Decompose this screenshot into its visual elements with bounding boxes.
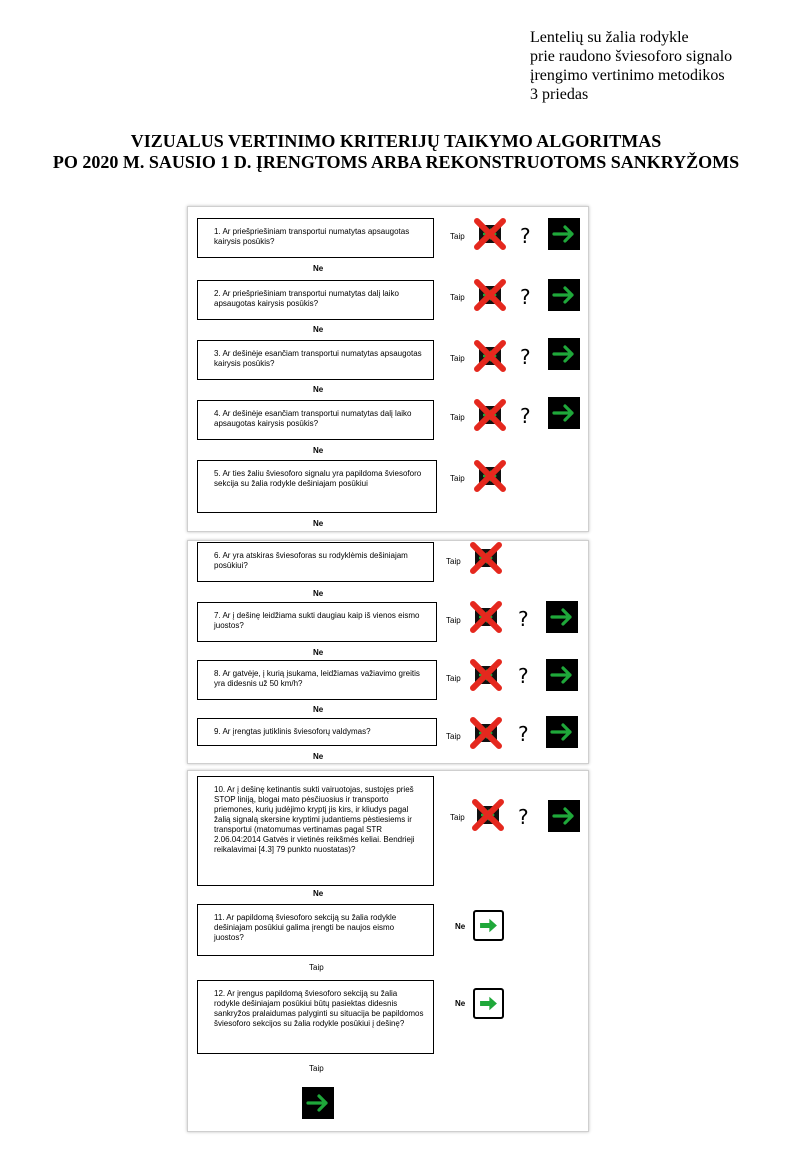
answer-label-taip: Taip [450, 293, 465, 302]
answer-label-ne: Ne [455, 999, 466, 1008]
question-mark: ? [520, 224, 531, 248]
flow-label-ne: Ne [313, 752, 324, 761]
answer-label-taip: Taip [446, 674, 461, 683]
question-mark: ? [518, 607, 529, 631]
crossed-out-signal-icon [474, 399, 506, 431]
green-right-arrow-icon [548, 218, 580, 250]
flow-label-ne: Ne [313, 705, 324, 714]
answer-label-taip: Taip [450, 813, 465, 822]
green-right-arrow-framed-icon [473, 910, 504, 941]
question-mark: ? [520, 404, 531, 428]
question-box-11: 11. Ar papildomą šviesoforo sekciją su žalia rodykle dešiniajam posūkiui galima įrengti be naujos eismo juostos? [197, 904, 434, 956]
answer-label-taip: Taip [446, 732, 461, 741]
question-box-1: 1. Ar priešpriešiniam transportui numatytas apsaugotas kairysis posūkis? [197, 218, 434, 258]
answer-label-taip: Taip [450, 354, 465, 363]
question-box-6: 6. Ar yra atskiras šviesoforas su rodyklėmis dešiniajam posūkiui? [197, 542, 434, 582]
crossed-out-signal-icon [470, 717, 502, 749]
answer-label-taip: Taip [446, 557, 461, 566]
green-right-arrow-icon [548, 800, 580, 832]
answer-label-taip: Taip [450, 232, 465, 241]
crossed-out-signal-icon [470, 601, 502, 633]
question-box-12: 12. Ar įrengus papildomą šviesoforo sekciją su žalia rodykle dešiniajam posūkiui būtų pasiektas didesnis sankryžos pralaidumas palyginti su situacija be papildomos šviesoforo sekcijos su žalia rodykle posūkiui į dešinę? [197, 980, 434, 1054]
green-right-arrow-icon [548, 397, 580, 429]
flow-label-ne: Ne [313, 519, 324, 528]
question-box-7: 7. Ar į dešinę leidžiama sukti daugiau kaip iš vienos eismo juostos? [197, 602, 437, 642]
answer-label-taip: Taip [450, 413, 465, 422]
crossed-out-signal-icon [474, 218, 506, 250]
crossed-out-signal-icon [470, 542, 502, 574]
green-right-arrow-framed-icon [473, 988, 504, 1019]
flow-label-ne: Ne [313, 264, 324, 273]
crossed-out-signal-icon [474, 460, 506, 492]
answer-label-taip: Taip [450, 474, 465, 483]
answer-label-taip: Taip [446, 616, 461, 625]
green-right-arrow-icon [546, 601, 578, 633]
crossed-out-signal-icon [474, 340, 506, 372]
green-right-arrow-icon [548, 279, 580, 311]
title-line-2: PO 2020 M. SAUSIO 1 D. ĮRENGTOMS ARBA REKONSTRUOTOMS SANKRYŽOMS [52, 152, 740, 172]
flow-label-ne: Ne [313, 889, 324, 898]
green-right-arrow-icon [546, 716, 578, 748]
question-box-10: 10. Ar į dešinę ketinantis sukti vairuotojas, sustojęs prieš STOP liniją, blogai mato pėsčiuosius ir transporto priemones, kurių judėjimo kryptį jis kirs, ir kliudys pagal žalią signalą skersine kryptimi judantiems pėstiesiems ir transportui (matomumas vertinamas pagal STR 2.06.04:2014 Gatvės ir vietinės reikšmės keliai. Bendrieji reikalavimai [4.3] 79 punkto nuostatas)? [197, 776, 434, 886]
flow-label-ne: Ne [313, 589, 324, 598]
annex-header [530, 28, 780, 104]
question-box-8: 8. Ar gatvėje, į kurią įsukama, leidžiamas važiavimo greitis yra didesnis už 50 km/h? [197, 660, 437, 700]
question-box-9: 9. Ar įrengtas jutiklinis šviesoforų valdymas? [197, 718, 437, 746]
question-mark: ? [518, 664, 529, 688]
question-box-3: 3. Ar dešinėje esančiam transportui numatytas apsaugotas kairysis posūkis? [197, 340, 434, 380]
question-mark: ? [520, 345, 531, 369]
green-right-arrow-icon [546, 659, 578, 691]
question-mark: ? [520, 285, 531, 309]
flow-label-taip: Taip [309, 1064, 324, 1073]
flow-label-ne: Ne [313, 385, 324, 394]
crossed-out-signal-icon [472, 799, 504, 831]
answer-label-ne: Ne [455, 922, 466, 931]
flow-label-taip: Taip [309, 963, 324, 972]
question-mark: ? [518, 722, 529, 746]
annex-line-2: prie raudono šviesoforo signalo [530, 48, 733, 65]
crossed-out-signal-icon [470, 659, 502, 691]
green-right-arrow-icon [302, 1087, 334, 1119]
flow-label-ne: Ne [313, 325, 324, 334]
crossed-out-signal-icon [474, 279, 506, 311]
question-box-2: 2. Ar priešpriešiniam transportui numatytas dalį laiko apsaugotas kairysis posūkis? [197, 280, 434, 320]
title-line-1: VIZUALUS VERTINIMO KRITERIJŲ TAIKYMO ALGORITMAS [130, 131, 662, 151]
question-mark: ? [518, 805, 529, 829]
question-box-4: 4. Ar dešinėje esančiam transportui numatytas dalį laiko apsaugotas kairysis posūkis? [197, 400, 434, 440]
question-box-5: 5. Ar ties žaliu šviesoforo signalu yra papildoma šviesoforo sekcija su žalia rodykle dešiniajam posūkiui [197, 460, 437, 513]
flow-label-ne: Ne [313, 446, 324, 455]
annex-line-3: įrengimo vertinimo metodikos [530, 67, 725, 84]
annex-line-4: 3 priedas [530, 86, 589, 103]
green-right-arrow-icon [548, 338, 580, 370]
flow-label-ne: Ne [313, 648, 324, 657]
annex-line-1: Lentelių su žalia rodykle [530, 29, 689, 46]
